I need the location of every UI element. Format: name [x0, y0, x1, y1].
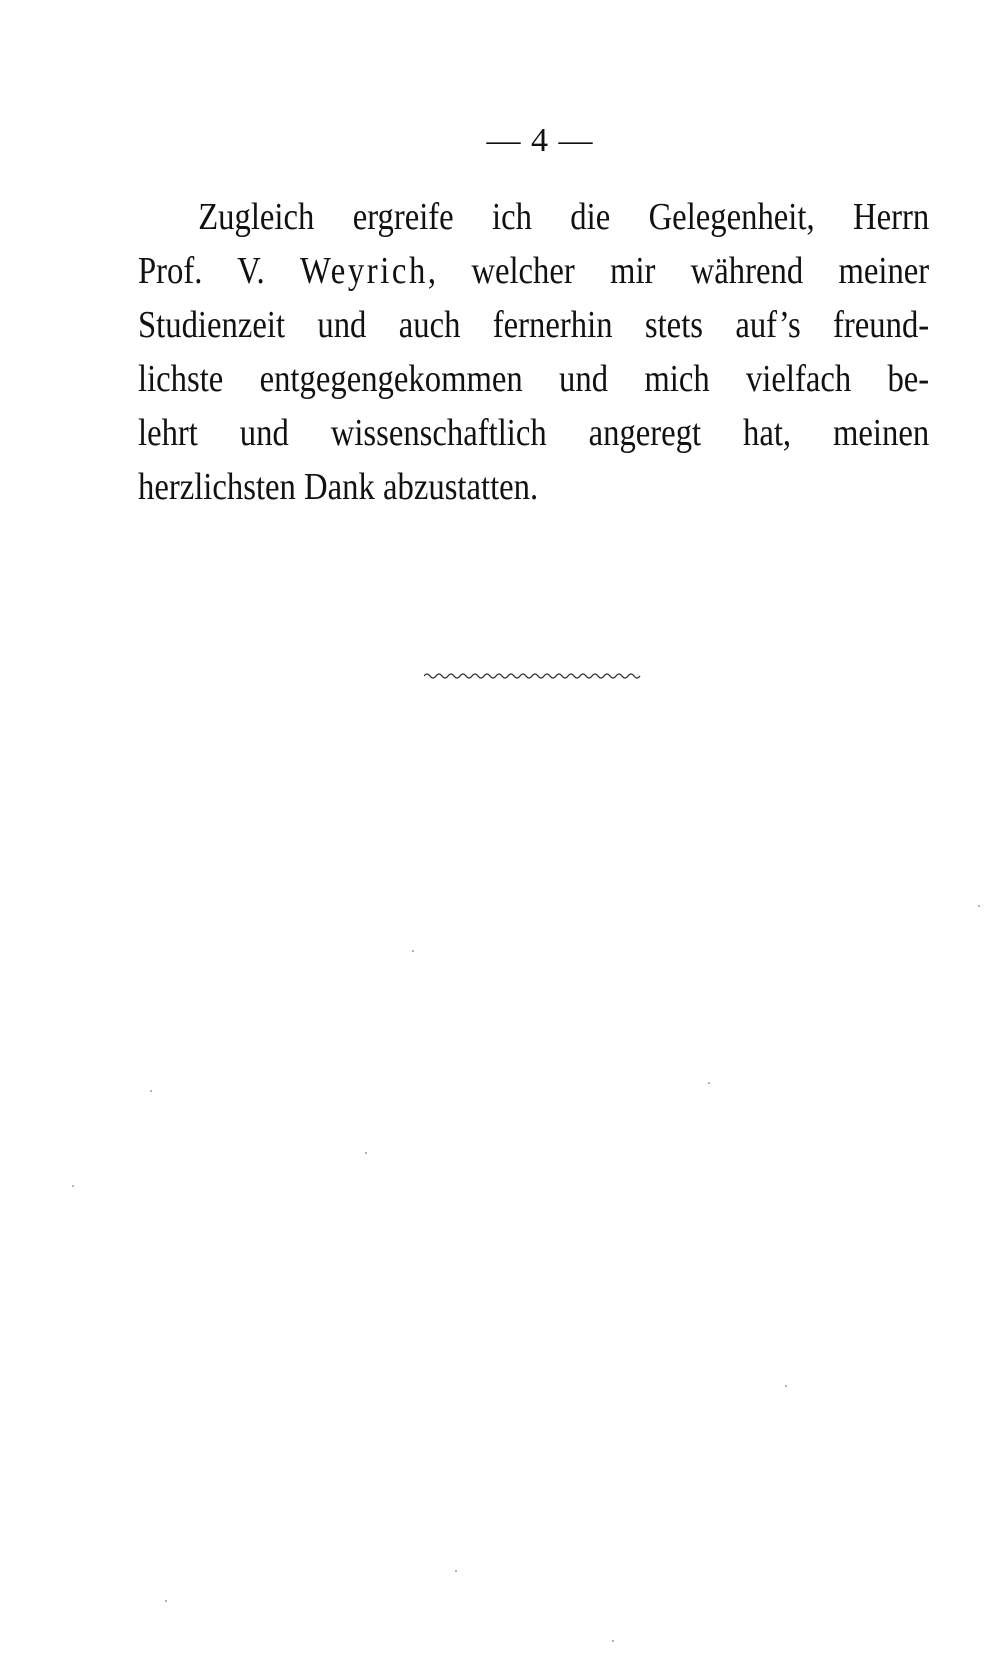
paper-speck	[150, 1090, 152, 1092]
paper-speck	[455, 1570, 457, 1572]
paragraph-line-6: herzlichsten Dank abzustatten.	[138, 466, 539, 508]
paper-speck	[165, 1600, 167, 1602]
paragraph-line-4: lichste entgegengekommen und mich vielfach be-	[138, 358, 930, 400]
paragraph-line-5: lehrt und wissenschaftlich angeregt hat, meinen	[138, 412, 930, 454]
paragraph-line-1: Zugleich ergreife ich die Gelegenheit, Herrn	[198, 196, 930, 238]
paragraph-line-2	[138, 244, 929, 298]
paper-speck	[708, 1082, 710, 1084]
page-number: — 4 —	[486, 122, 594, 159]
name-weyrich: Weyrich	[299, 250, 428, 292]
paper-speck	[785, 1385, 787, 1387]
paper-speck	[72, 1185, 74, 1187]
paragraph-line-3: Studienzeit und auch fernerhin stets auf’s freund-	[138, 304, 930, 346]
paper-speck	[412, 950, 414, 952]
prof-prefix: Prof. V.	[138, 250, 300, 292]
paper-speck	[365, 1152, 367, 1154]
paper-speck	[978, 905, 980, 907]
acknowledgement-paragraph	[138, 190, 928, 514]
wavy-divider-ornament	[424, 670, 642, 682]
paragraph-line-2-rest: , welcher mir während meiner	[427, 250, 930, 292]
paper-speck	[612, 1640, 614, 1642]
